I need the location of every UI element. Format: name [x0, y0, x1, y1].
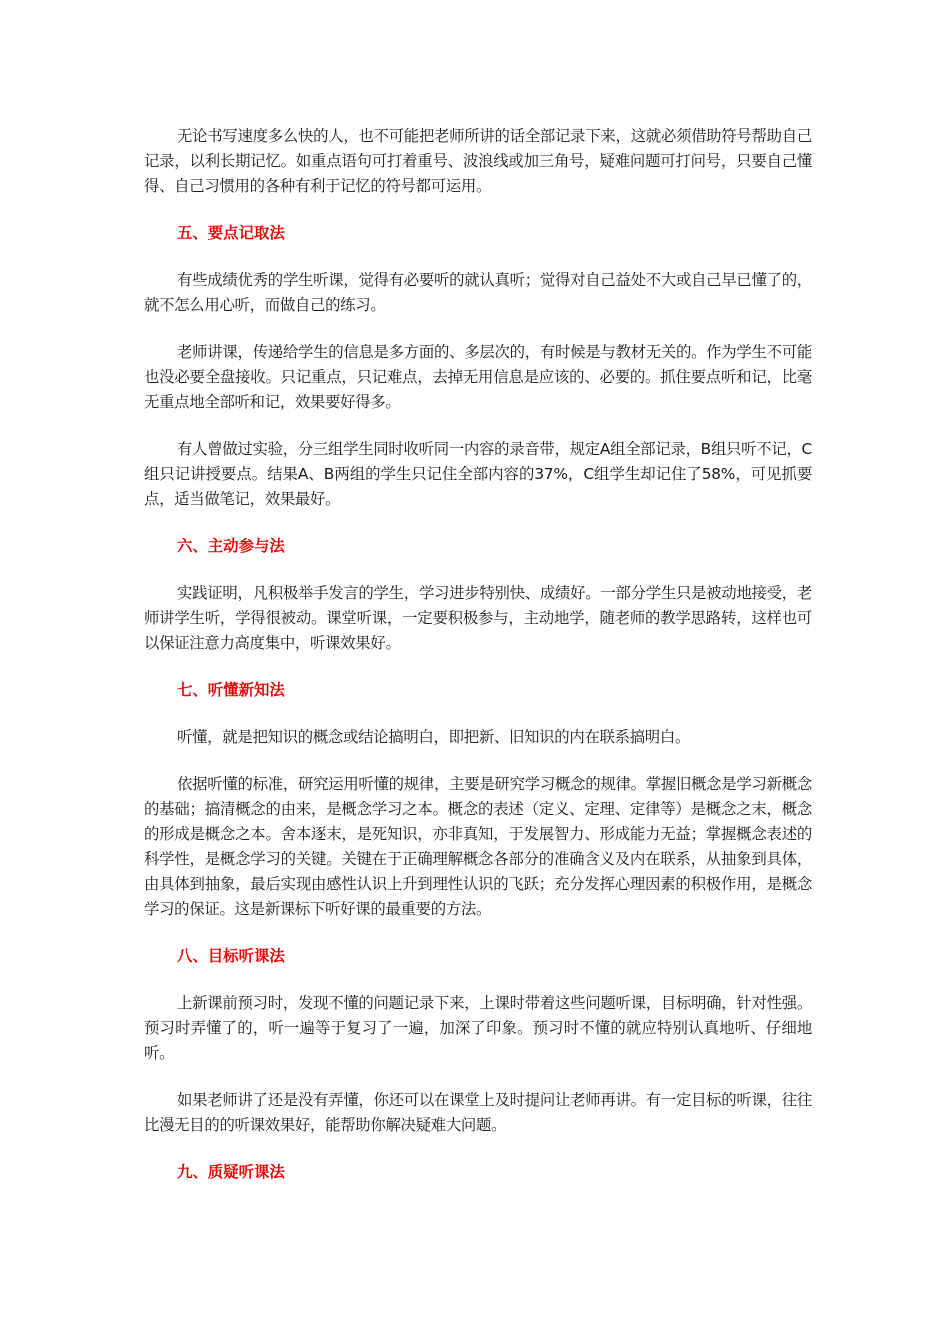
- paragraph-preview: 上新课前预习时，发现不懂的问题记录下来，上课时带着这些问题听课，目标明确，针对性强。预习时弄懂了的，听一遍等于复习了一遍，加深了印象。预习时不懂的就应特别认真地听、仔细地听。: [144, 994, 812, 1062]
- paragraph-teacher-info: 老师讲课，传递给学生的信息是多方面的、多层次的，有时候是与教材无关的。作为学生不可能也没必要全盘接收。只记重点，只记难点，去掉无用信息是应该的、必要的。抓住要点听和记，比毫无重点地全部听和记，效果要好得多。: [144, 343, 812, 411]
- document-page: [144, 124, 812, 1185]
- section-heading-7: 七、听懂新知法: [177, 681, 285, 699]
- paragraph-active-participation: 实践证明，凡积极举手发言的学生，学习进步特别快、成绩好。一部分学生只是被动地接受，老师讲学生听，学得很被动。课堂听课，一定要积极参与，主动地学，随老师的教学思路转，这样也可以保证注意力高度集中，听课效果好。: [144, 584, 812, 652]
- section-heading-9: 九、质疑听课法: [177, 1163, 285, 1181]
- paragraph-understand: 听懂，就是把知识的概念或结论搞明白，即把新、旧知识的内在联系搞明白。: [177, 728, 691, 746]
- paragraph-experiment: 有人曾做过实验，分三组学生同时收听同一内容的录音带，规定A组全部记录，B组只听不记，C组只记讲授要点。结果A、B两组的学生只记住全部内容的37%，C组学生却记住了58%，可见抓要点，适当做笔记，效果最好。: [144, 440, 812, 508]
- section-heading-5: 五、要点记取法: [177, 224, 285, 242]
- paragraph-ask-teacher: 如果老师讲了还是没有弄懂，你还可以在课堂上及时提问让老师再讲。有一定目标的听课，往往比漫无目的的听课效果好，能帮助你解决疑难大问题。: [144, 1091, 812, 1134]
- section-heading-8: 八、目标听课法: [177, 947, 285, 965]
- paragraph-concepts: 依据听懂的标准，研究运用听懂的规律，主要是研究学习概念的规律。掌握旧概念是学习新概念的基础；搞清概念的由来，是概念学习之本。概念的表述（定义、定理、定律等）是概念之末，概念的形成是概念之本。舍本逐末，是死知识，亦非真知，于发展智力、形成能力无益；掌握概念表述的科学性，是概念学习的关键。关键在于正确理解概念各部分的准确含义及内在联系，从抽象到具体，由具体到抽象，最后实现由感性认识上升到理性认识的飞跃；充分发挥心理因素的积极作用，是概念学习的保证。这是新课标下听好课的最重要的方法。: [144, 775, 812, 918]
- paragraph-symbol-notes: 无论书写速度多么快的人，也不可能把老师所讲的话全部记录下来，这就必须借助符号帮助自己记录，以利长期记忆。如重点语句可打着重号、波浪线或加三角号，疑难问题可打问号，只要自己懂得、自己习惯用的各种有利于记忆的符号都可运用。: [144, 127, 812, 195]
- section-heading-6: 六、主动参与法: [177, 537, 285, 555]
- paragraph-good-students: 有些成绩优秀的学生听课，觉得有必要听的就认真听；觉得对自己益处不大或自己早已懂了的，就不怎么用心听，而做自己的练习。: [144, 271, 812, 314]
